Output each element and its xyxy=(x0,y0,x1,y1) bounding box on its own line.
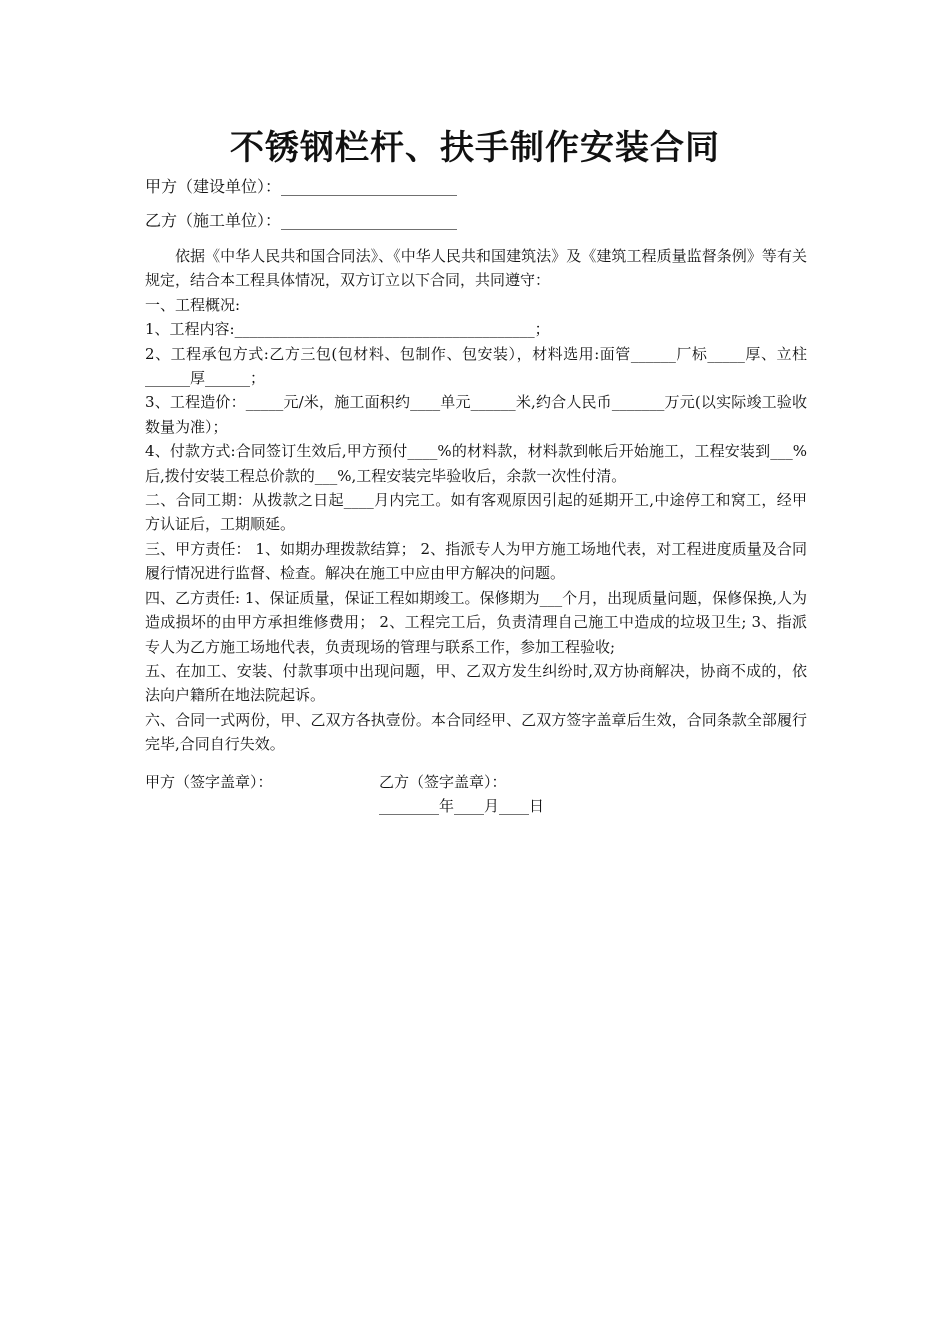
party-a-line: 甲方（建设单位）：______________________ xyxy=(145,177,458,196)
signature-date: ________年____月____日 xyxy=(379,797,545,815)
section-1-heading: 一、工程概况: xyxy=(145,295,241,314)
contract-body xyxy=(145,244,807,757)
party-a-signature: 甲方（签字盖章）： xyxy=(145,773,273,791)
section-5-disputes: 五、在加工、安装、付款事项中出现问题，甲、乙双方发生纠纷时,双方协商解决，协商不成的，依法向户籍所在地法院起诉。 xyxy=(145,661,807,705)
party-b-signature: 乙方（签字盖章）： xyxy=(379,773,507,791)
document-title: 不锈钢栏杆、扶手制作安装合同 xyxy=(230,128,720,168)
section-6-copies: 六、合同一式两份，甲、乙双方各执壹份。本合同经甲、乙双方签字盖章后生效，合同条款全部履行完毕,合同自行失效。 xyxy=(145,710,807,754)
clause-project-content: 1、工程内容:________________________________________； xyxy=(145,320,550,339)
clause-payment: 4、付款方式:合同签订生效后,甲方预付____%的材料款，材料款到帐后开始施工，工程安装到___%后,拨付安装工程总价款的___%,工程安装完毕验收后，余款一次性付清。 xyxy=(145,442,807,485)
section-3-party-a-duties: 三、甲方责任： 1、如期办理拨款结算； 2、指派专人为甲方施工场地代表，对工程进度质量及合同履行情况进行监督、检查。解决在施工中应由甲方解决的问题。 xyxy=(145,539,807,583)
clause-contract-method: 2、工程承包方式:乙方三包(包材料、包制作、包安装），材料选用:面管______厂标_____厚、立柱______厚______； xyxy=(145,344,807,388)
section-2-schedule: 二、合同工期：从拨款之日起____月内完工。如有客观原因引起的延期开工,中途停工和窝工，经甲方认证后，工期顺延。 xyxy=(145,491,807,534)
party-b-line: 乙方（施工单位）：______________________ xyxy=(145,211,458,230)
section-4-party-b-duties: 四、乙方责任: 1、保证质量，保证工程如期竣工。保修期为___个月，出现质量问题，保修保换,人为造成损坏的由甲方承担维修费用； 2、工程完工后，负责清理自己施工中造成的垃圾卫生; 3、指派专人为乙方施工场地代表，负责现场的管理与联系工作，参加工程验收; xyxy=(145,588,807,656)
preamble-paragraph: 依据《中华人民共和国合同法》、《中华人民共和国建筑法》及《建筑工程质量监督条例》等有关规定，结合本工程具体情况，双方订立以下合同，共同遵守： xyxy=(145,247,807,290)
clause-project-cost: 3、工程造价：_____元/米，施工面积约____单元______米,约合人民币_______万元(以实际竣工验收数量为准）； xyxy=(145,393,807,436)
